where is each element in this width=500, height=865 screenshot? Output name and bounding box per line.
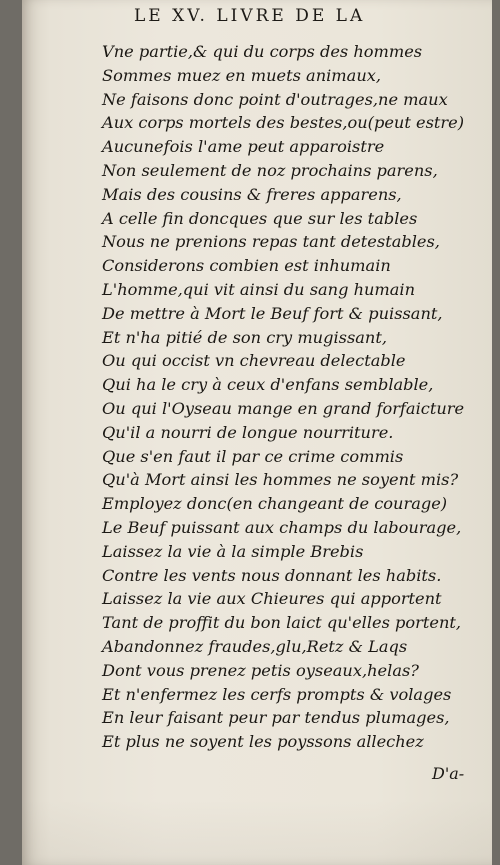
verse-line: Et n'ha pitié de son cry mugissant, — [102, 327, 387, 347]
verse-line: Vne partie,& qui du corps des hommes — [102, 42, 423, 61]
running-header: LE XV. LIVRE DE LA — [134, 6, 366, 26]
verse-line: Aux corps mortels des bestes,ou(peut estre) — [102, 113, 465, 133]
verse-line: Mais des cousins & freres apparens, — [102, 184, 402, 204]
verse-line: Contre les vents nous donnant les habits. — [102, 565, 442, 585]
verse-line: Qu'à Mort ainsi les hommes ne soyent mis? — [102, 470, 459, 490]
verse-line: Que s'en faut il par ce crime commis — [102, 446, 404, 466]
verse-line: Aucunefois l'ame peut apparoistre — [102, 137, 385, 157]
verse-line: Abandonnez fraudes,glu,Retz & Laqs — [102, 636, 408, 656]
verse-line: Et plus ne soyent les poyssons allechez — [102, 732, 424, 752]
verse-line: En leur faisant peur par tendus plumages, — [102, 708, 450, 728]
verse-line: Ne faisons donc point d'outrages,ne maux — [102, 89, 448, 109]
verse-line: Sommes muez en muets animaux, — [102, 65, 382, 85]
verse-line: Dont vous prenez petis oyseaux,helas? — [102, 660, 419, 680]
catchword: D'a- — [432, 764, 465, 783]
verse-line: Qui ha le cry à ceux d'enfans semblable, — [102, 375, 434, 395]
verse-line: Considerons combien est inhumain — [102, 256, 391, 276]
verse-line: Qu'il a nourri de longue nourriture. — [102, 422, 394, 442]
page-bottom-margin — [22, 800, 492, 865]
verse-block — [102, 40, 465, 754]
book-page — [22, 0, 492, 865]
verse-line: Le Beuf puissant aux champs du labourage, — [102, 517, 462, 537]
verse-line: Employez donc(en changeant de courage) — [102, 494, 448, 514]
verse-line: Laissez la vie aux Chieures qui apportent — [102, 589, 442, 609]
verse-line: Tant de proffit du bon laict qu'elles portent, — [102, 613, 462, 633]
verse-line: Ou qui l'Oyseau mange en grand forfaicture — [102, 398, 465, 418]
verse-line: Laissez la vie à la simple Brebis — [102, 541, 364, 561]
verse-line: A celle fin doncques que sur les tables — [102, 208, 418, 228]
verse-line: Non seulement de noz prochains parens, — [102, 160, 438, 180]
verse-line: L'homme,qui vit ainsi du sang humain — [102, 279, 416, 299]
verse-line: Et n'enfermez les cerfs prompts & volages — [102, 684, 452, 704]
verse-line: Nous ne prenions repas tant detestables, — [102, 232, 440, 252]
verse-line: De mettre à Mort le Beuf fort & puissant, — [102, 303, 443, 323]
verse-line: Ou qui occist vn chevreau delectable — [102, 351, 406, 371]
